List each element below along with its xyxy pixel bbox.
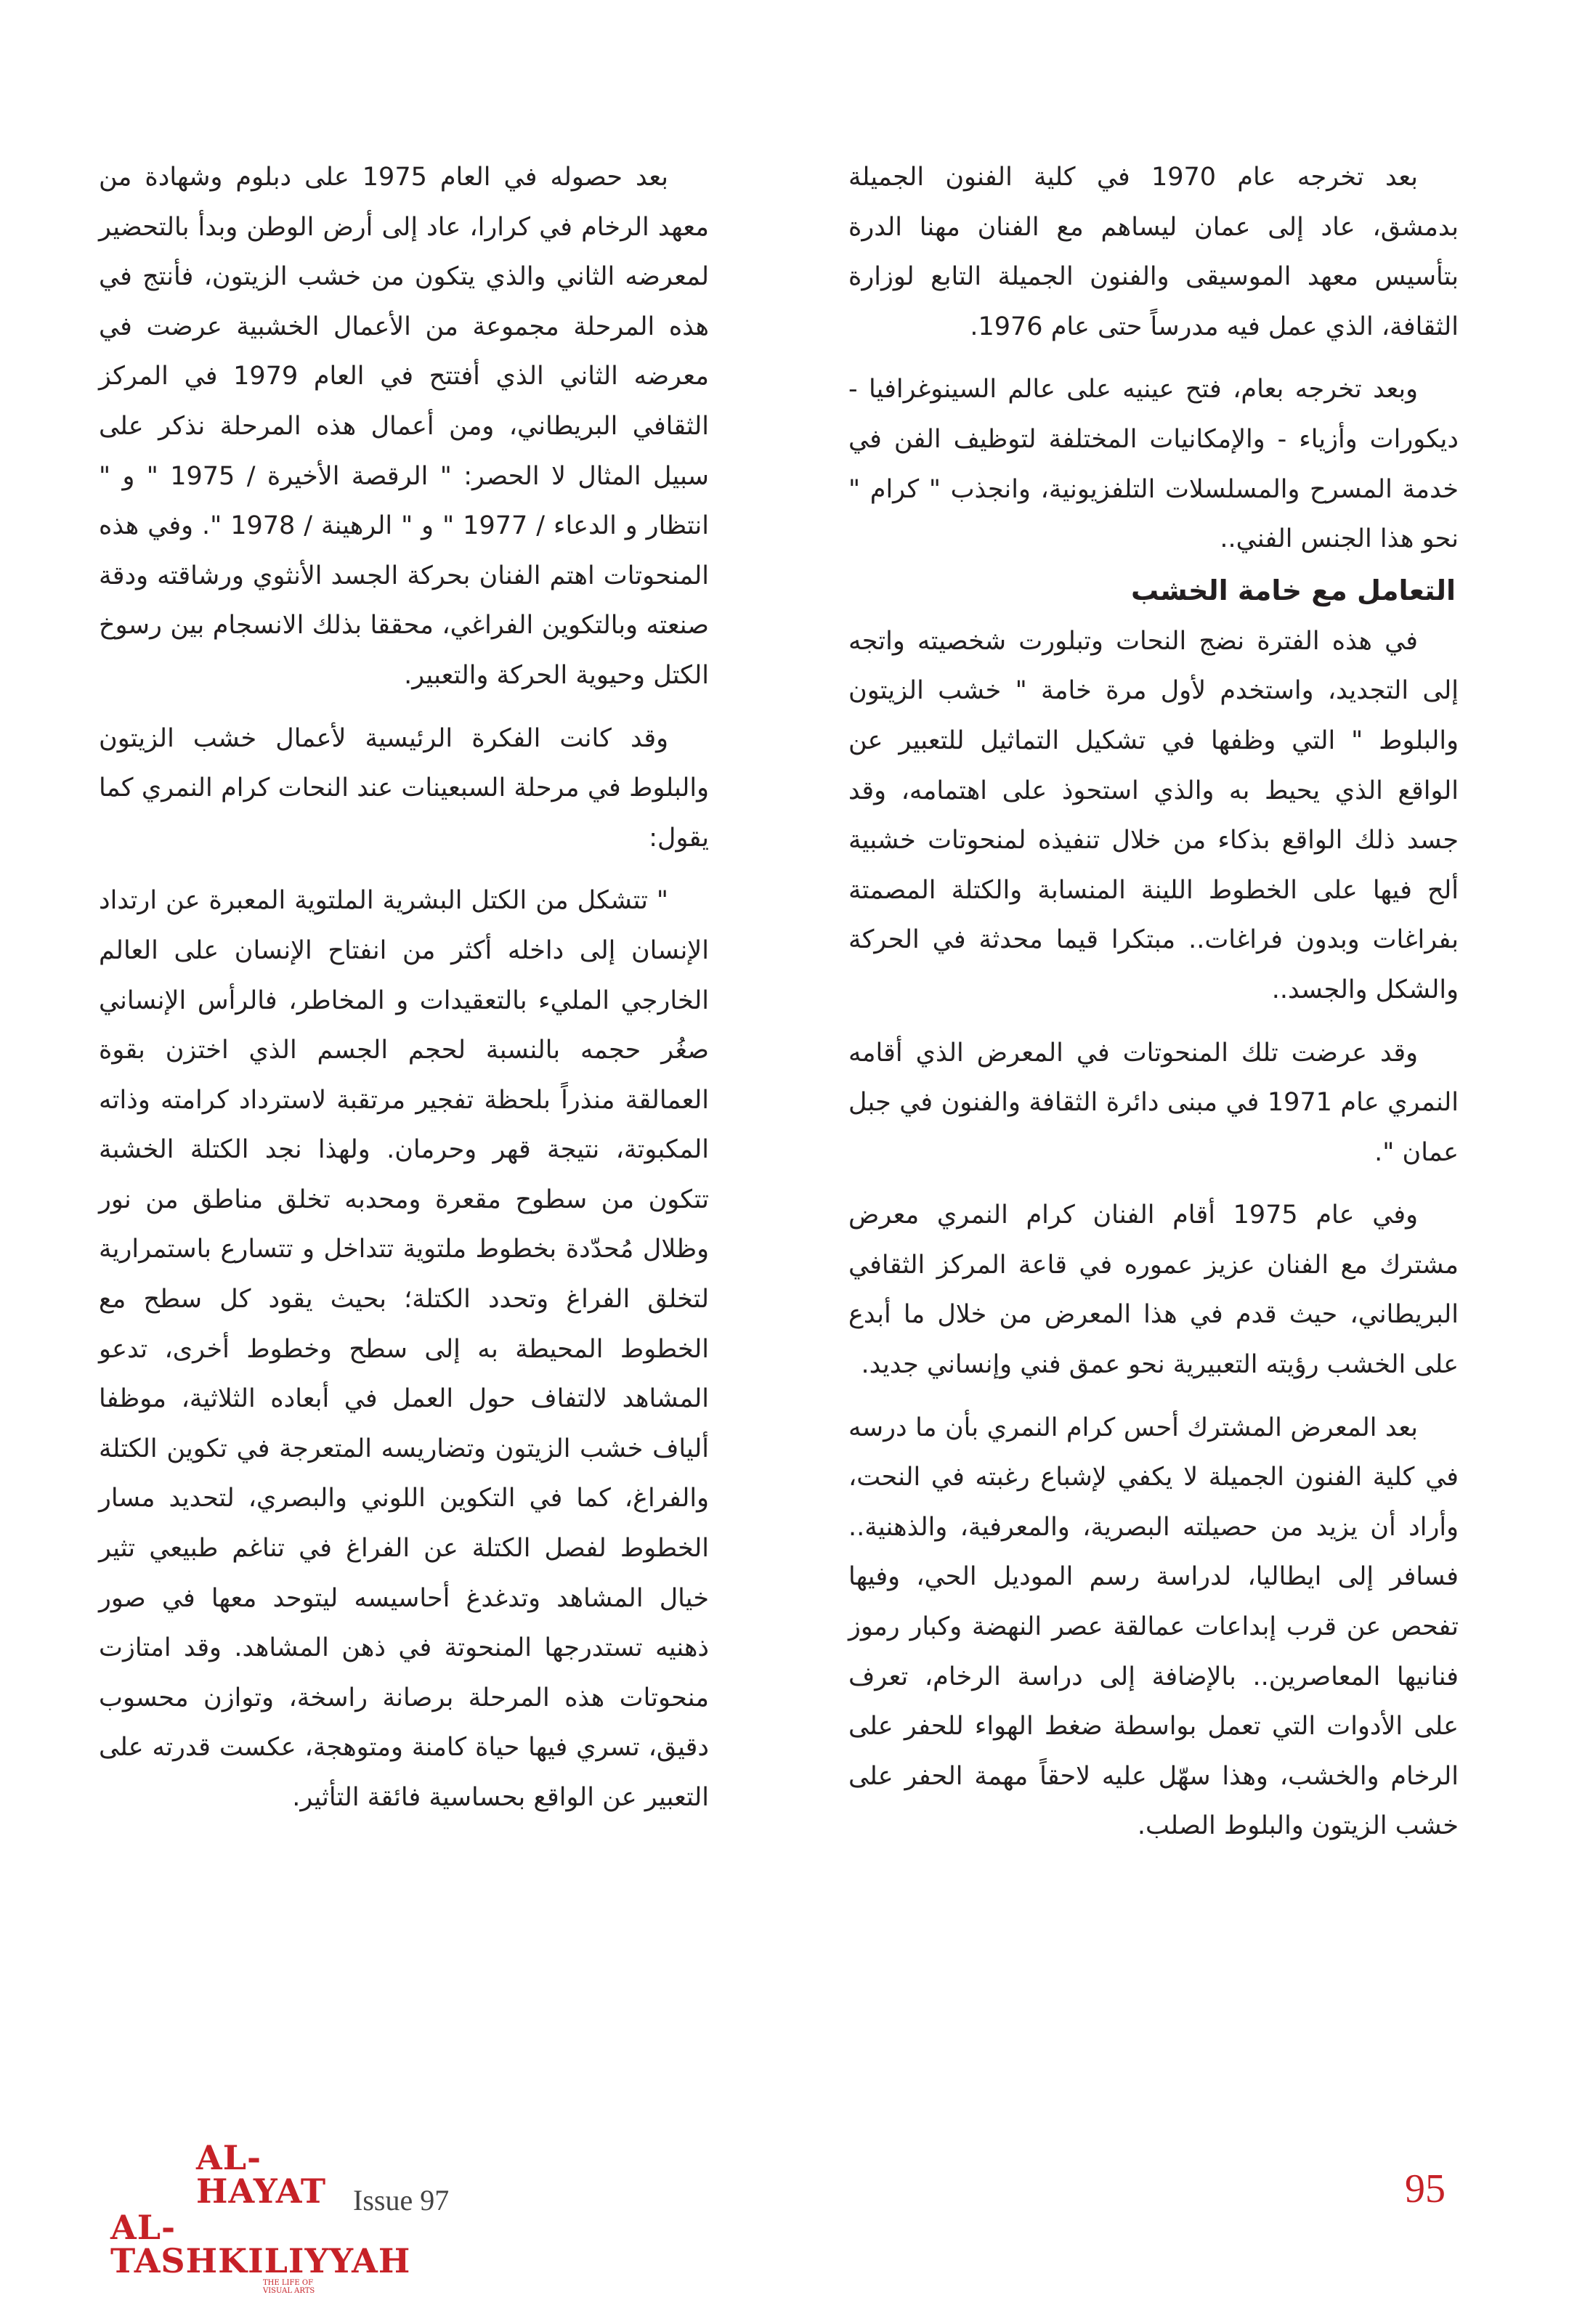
logo-tagline: THE LIFE OF VISUAL ARTS bbox=[263, 2279, 315, 2295]
paragraph: وقد كانت الفكرة الرئيسية لأعمال خشب الزيتون والبلوط في مرحلة السبعينات عند النحات كرام النمري كما يقول: bbox=[99, 723, 709, 853]
paragraph: بعد حصوله في العام 1975 على دبلوم وشهادة من معهد الرخام في كرارا، عاد إلى أرض الوطن وبدأ بالتحضير لمعرضه الثاني والذي يتكون من خشب الزيتون، فأنتج في هذه المرحلة مجموعة من الأعمال الخشبية عرضت في معرضه الثاني الذي أفتتح في العام 1979 في المركز الثقافي البريطاني، ومن أعمال هذه المرحلة نذكر على سبيل المثال لا الحصر: " الرقصة الأخيرة / 1975 " و " انتظار و الدعاء / 1977 " و " الرهينة / 1978 ". وفي هذه المنحوتات اهتم الفنان بحركة الجسد الأنثوي ورشاقته ودقة صنعته وبالتكوين الفراغي، محققا بذلك الانسجام بين رسوخ الكتل وحيوية الحركة والتعبير. bbox=[99, 163, 709, 690]
logo-line-top: AL-HAYAT bbox=[196, 2138, 327, 2211]
paragraph: بعد تخرجه عام 1970 في كلية الفنون الجميلة بدمشق، عاد إلى عمان ليساهم مع الفنان مهنا الدرة بتأسيس معهد الموسيقى والفنون الجميلة التابع لوزارة الثقافة، الذي عمل فيه مدرساً حتى عام 1976. bbox=[848, 163, 1459, 341]
paragraph: بعد المعرض المشترك أحس كرام النمري بأن ما درسه في كلية الفنون الجميلة لا يكفي لإشباع رغبته في النحت، وأراد أن يزيد من حصيلته البصرية، والمعرفية، والذهنية.. فسافر إلى ايطاليا، لدراسة رسم الموديل الحي، وفيها تفحص عن قرب إبداعات عمالقة عصر النهضة وكبار رموز فنانيها المعاصرين.. بالإضافة إلى دراسة الرخام، تعرف على الأدوات التي تعمل بواسطة ضغط الهواء للحفر على الرخام والخشب، وهذا سهّل عليه لاحقاً مهمة الحفر على خشب الزيتون والبلوط الصلب. bbox=[848, 1413, 1459, 1841]
paragraph: في هذه الفترة نضج النحات وتبلورت شخصيته واتجه إلى التجديد، واستخدم لأول مرة خامة " خشب الزيتون والبلوط " التي وظفها في تشكيل التماثيل للتعبير عن الواقع الذي يحيط به والذي استحوذ على اهتمامه، وقد جسد ذلك الواقع بذكاء من خلال تنفيذه لمنحوتات خشبية ألح فيها على الخطوط اللينة المنسابة والكتلة المصمتة بفراغات وبدون فراغات.. مبتكرا قيما محدثة في الحركة والشكل والجسد.. bbox=[848, 626, 1459, 1004]
paragraph: وفي عام 1975 أقام الفنان كرام النمري معرض مشترك مع الفنان عزيز عموره في قاعة المركز الثقافي البريطاني، حيث قدم في هذا المعرض من خلال ما أبدع على الخشب رؤيته التعبيرية نحو عمق فني وإنساني جديد. bbox=[848, 1200, 1459, 1380]
logo-line-bottom: AL-TASHKILIYYAH bbox=[110, 2208, 411, 2280]
quote-paragraph: " تتشكل من الكتل البشرية الملتوية المعبرة عن ارتداد الإنسان إلى داخله أكثر من انفتاح الإنسان على العالم الخارجي المليء بالتعقيدات و المخاطر، فالرأس الإنساني صغُر حجمه بالنسبة لحجم الجسم الذي اختزن بقوة العمالقة منذراً بلحظة تفجير مرتقبة لاسترداد كرامته وذاته المكبوتة، نتيجة قهر وحرمان. ولهذا نجد الكتلة الخشبة تتكون من سطوح مقعرة ومحدبه تخلق مناطق من نور وظلال مُحدّدة بخطوط ملتوية تتداخل و تتسارع باستمرارية لتخلق الفراغ وتحدد الكتلة؛ بحيث يقود كل سطح مع الخطوط المحيطة به إلى سطح وخطوط أخرى، تدعو المشاهد لالتفاف حول العمل في أبعاده الثلاثية، موظفا ألياف خشب الزيتون وتضاريسه المتعرجة في تكوين الكتلة والفراغ، كما في التكوين اللوني والبصري، لتحديد مسار الخطوط لفصل الكتلة عن الفراغ في تناغم طبيعي تثير خيال المشاهد وتدغدغ أحاسيسه ليتوحد معها في صور ذهنيه تستدرجها المنحوتة في ذهن المشاهد. وقد امتازت منحوتات هذه المرحلة برصانة راسخة، وتوازن محسوب دقيق، تسري فيها حياة كامنة ومتوهجة، عكست قدرته على التعبير عن الواقع بحساسية فائقة التأثير. bbox=[99, 886, 709, 1812]
section-subheading: التعامل مع خامة الخشب bbox=[1131, 574, 1456, 606]
issue-number: Issue 97 bbox=[353, 2184, 450, 2217]
paragraph: وقد عرضت تلك المنحوتات في المعرض الذي أقامه النمري عام 1971 في مبنى دائرة الثقافة والفنون في جبل عمان ". bbox=[848, 1038, 1459, 1167]
article-column-right bbox=[848, 153, 1459, 1864]
article-column-left bbox=[99, 153, 709, 1836]
paragraph: وبعد تخرجه بعام، فتح عينيه على عالم السينوغرافيا - ديكورات وأزياء - والإمكانيات المختلفة لتوظيف الفن في خدمة المسرح والمسلسلات التلفزيونية، وانجذب " كرام " نحو هذا الجنس الفني.. bbox=[848, 375, 1459, 554]
page-number: 95 bbox=[1405, 2166, 1446, 2211]
